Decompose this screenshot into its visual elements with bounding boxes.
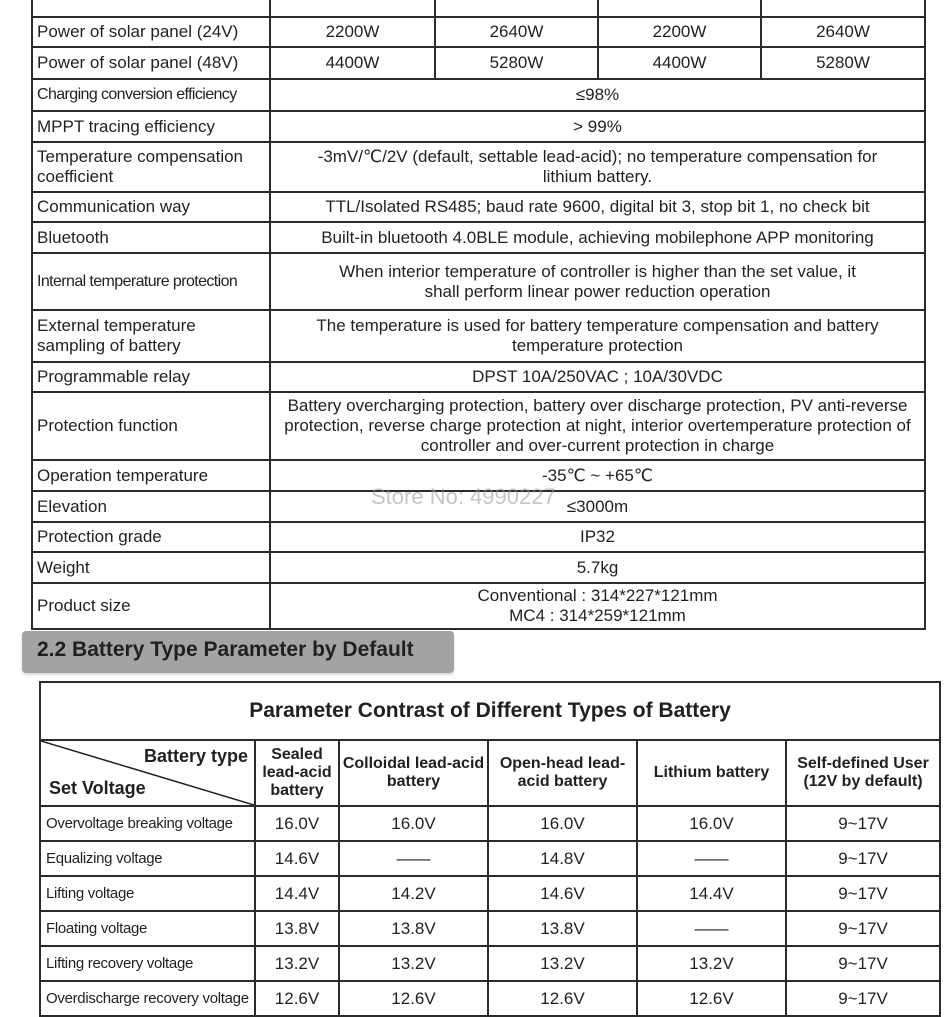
cell-value: —— — [637, 841, 786, 876]
cell-value: 13.8V — [339, 911, 488, 946]
column-header: Lithium battery — [637, 740, 786, 806]
spec-row — [32, 362, 925, 392]
spec-row — [32, 17, 925, 47]
cell-value: 9~17V — [786, 841, 940, 876]
spec-value: 2200W — [270, 17, 435, 47]
spec-row — [32, 47, 925, 79]
spec-row — [32, 522, 925, 552]
battery-table-title: Parameter Contrast of Different Types of Battery — [40, 682, 940, 740]
spec-value — [270, 583, 925, 629]
spec-label — [32, 0, 270, 17]
row-label: Overvoltage breaking voltage — [40, 806, 255, 841]
spec-label: Power of solar panel (24V) — [32, 17, 270, 47]
corner-label-set-voltage: Set Voltage — [49, 778, 146, 798]
spec-row — [32, 460, 925, 491]
spec-table — [31, 0, 926, 630]
row-label: Lifting recovery voltage — [40, 946, 255, 981]
column-header: Colloidal lead-acid battery — [339, 740, 488, 806]
cell-value: 16.0V — [255, 806, 339, 841]
spec-value: > 99% — [270, 111, 925, 142]
battery-table-title-row — [40, 682, 940, 740]
battery-table-row — [40, 911, 940, 946]
battery-table-row — [40, 981, 940, 1016]
corner-label-battery-type: Battery type — [143, 746, 248, 766]
cell-value: 13.2V — [255, 946, 339, 981]
spec-label: Product size — [32, 583, 270, 629]
spec-value — [761, 0, 925, 17]
cell-value: 14.4V — [255, 876, 339, 911]
cell-value: 14.6V — [255, 841, 339, 876]
spec-label: MPPT tracing efficiency — [32, 111, 270, 142]
spec-row — [32, 222, 925, 253]
spec-row — [32, 583, 925, 629]
store-watermark: Store No: 4990227 — [371, 484, 556, 509]
cell-value: 16.0V — [488, 806, 637, 841]
battery-table-row — [40, 841, 940, 876]
spec-value: When interior temperature of controller is higher than the set value, it shall perform linear power reduction operation — [270, 253, 925, 310]
spec-label: Bluetooth — [32, 222, 270, 253]
spec-label: Protection grade — [32, 522, 270, 552]
cell-value: 9~17V — [786, 876, 940, 911]
battery-table-row — [40, 806, 940, 841]
cell-value: 13.2V — [488, 946, 637, 981]
row-label: Floating voltage — [40, 911, 255, 946]
spec-value: 4400W — [598, 47, 761, 79]
cell-value: 13.8V — [488, 911, 637, 946]
cell-value: 16.0V — [339, 806, 488, 841]
spec-label: Elevation — [32, 491, 270, 522]
spec-label: Internal temperature protection — [32, 253, 270, 310]
column-header: Self-defined User (12V by default) — [786, 740, 940, 806]
spec-row — [32, 192, 925, 222]
spec-value: DPST 10A/250VAC ; 10A/30VDC — [270, 362, 925, 392]
battery-table — [39, 681, 941, 1017]
cell-value: 16.0V — [637, 806, 786, 841]
section-heading-tab — [22, 631, 454, 673]
diagonal-header-cell — [40, 740, 255, 806]
section-heading: 2.2 Battery Type Parameter by Default — [37, 638, 414, 661]
cell-value: 9~17V — [786, 981, 940, 1016]
spec-value: 2640W — [761, 17, 925, 47]
spec-value: The temperature is used for battery temperature compensation and battery temperature protection — [270, 310, 925, 362]
spec-value: Battery overcharging protection, battery over discharge protection, PV anti-reverse protection, reverse charge protection at night, interior overtemperature protection of controller and over-current protection in charge — [270, 392, 925, 460]
spec-value-line: Conventional : 314*227*121mm — [477, 586, 718, 605]
spec-label: Protection function — [32, 392, 270, 460]
spec-label: Power of solar panel (48V) — [32, 47, 270, 79]
spec-value: 5.7kg — [270, 552, 925, 583]
cell-value: 14.8V — [488, 841, 637, 876]
spec-value: 2640W — [435, 17, 598, 47]
spec-row — [32, 111, 925, 142]
cell-value: 13.2V — [339, 946, 488, 981]
row-label: Equalizing voltage — [40, 841, 255, 876]
spec-value: 2200W — [598, 17, 761, 47]
row-label: Lifting voltage — [40, 876, 255, 911]
spec-row — [32, 253, 925, 310]
spec-row — [32, 142, 925, 192]
spec-row — [32, 491, 925, 522]
cell-value: 13.8V — [255, 911, 339, 946]
cell-value: 12.6V — [637, 981, 786, 1016]
cell-value: 9~17V — [786, 806, 940, 841]
spec-value-line: MC4 : 314*259*121mm — [509, 606, 686, 625]
cell-value: 12.6V — [488, 981, 637, 1016]
column-header: Open-head lead-acid battery — [488, 740, 637, 806]
cell-value: 12.6V — [255, 981, 339, 1016]
cell-value: 9~17V — [786, 946, 940, 981]
cell-value: 12.6V — [339, 981, 488, 1016]
spec-value — [435, 0, 598, 17]
spec-row — [32, 310, 925, 362]
cell-value: 14.2V — [339, 876, 488, 911]
spec-row — [32, 392, 925, 460]
spec-label: Operation temperature — [32, 460, 270, 491]
spec-row — [32, 552, 925, 583]
spec-label: External temperature sampling of battery — [32, 310, 270, 362]
spec-value: -3mV/℃/2V (default, settable lead-acid); no temperature compensation for lithium battery. — [270, 142, 925, 192]
spec-value: 4400W — [270, 47, 435, 79]
battery-table-row — [40, 946, 940, 981]
spec-label: Temperature compensation coefficient — [32, 142, 270, 192]
cell-value: —— — [339, 841, 488, 876]
battery-table-row — [40, 876, 940, 911]
spec-label: Programmable relay — [32, 362, 270, 392]
cell-value: 14.6V — [488, 876, 637, 911]
row-label: Overdischarge recovery voltage — [40, 981, 255, 1016]
cell-value: 13.2V — [637, 946, 786, 981]
spec-value: Built-in bluetooth 4.0BLE module, achieving mobilephone APP monitoring — [270, 222, 925, 253]
spec-value: -35℃ ~ +65℃ — [270, 460, 925, 491]
spec-row-partial — [32, 0, 925, 17]
spec-value: IP32 — [270, 522, 925, 552]
spec-value: TTL/Isolated RS485; baud rate 9600, digital bit 3, stop bit 1, no check bit — [270, 192, 925, 222]
cell-value: 14.4V — [637, 876, 786, 911]
battery-table-header-row — [40, 740, 940, 806]
spec-value: 5280W — [761, 47, 925, 79]
spec-value: 5280W — [435, 47, 598, 79]
spec-label: Charging conversion efficiency — [32, 79, 270, 111]
spec-value: ≤3000m — [270, 491, 925, 522]
cell-value: 9~17V — [786, 911, 940, 946]
spec-row — [32, 79, 925, 111]
spec-value: ≤98% — [270, 79, 925, 111]
spec-label: Weight — [32, 552, 270, 583]
spec-label: Communication way — [32, 192, 270, 222]
spec-value — [270, 0, 435, 17]
column-header: Sealed lead-acid battery — [255, 740, 339, 806]
cell-value: —— — [637, 911, 786, 946]
spec-value — [598, 0, 761, 17]
